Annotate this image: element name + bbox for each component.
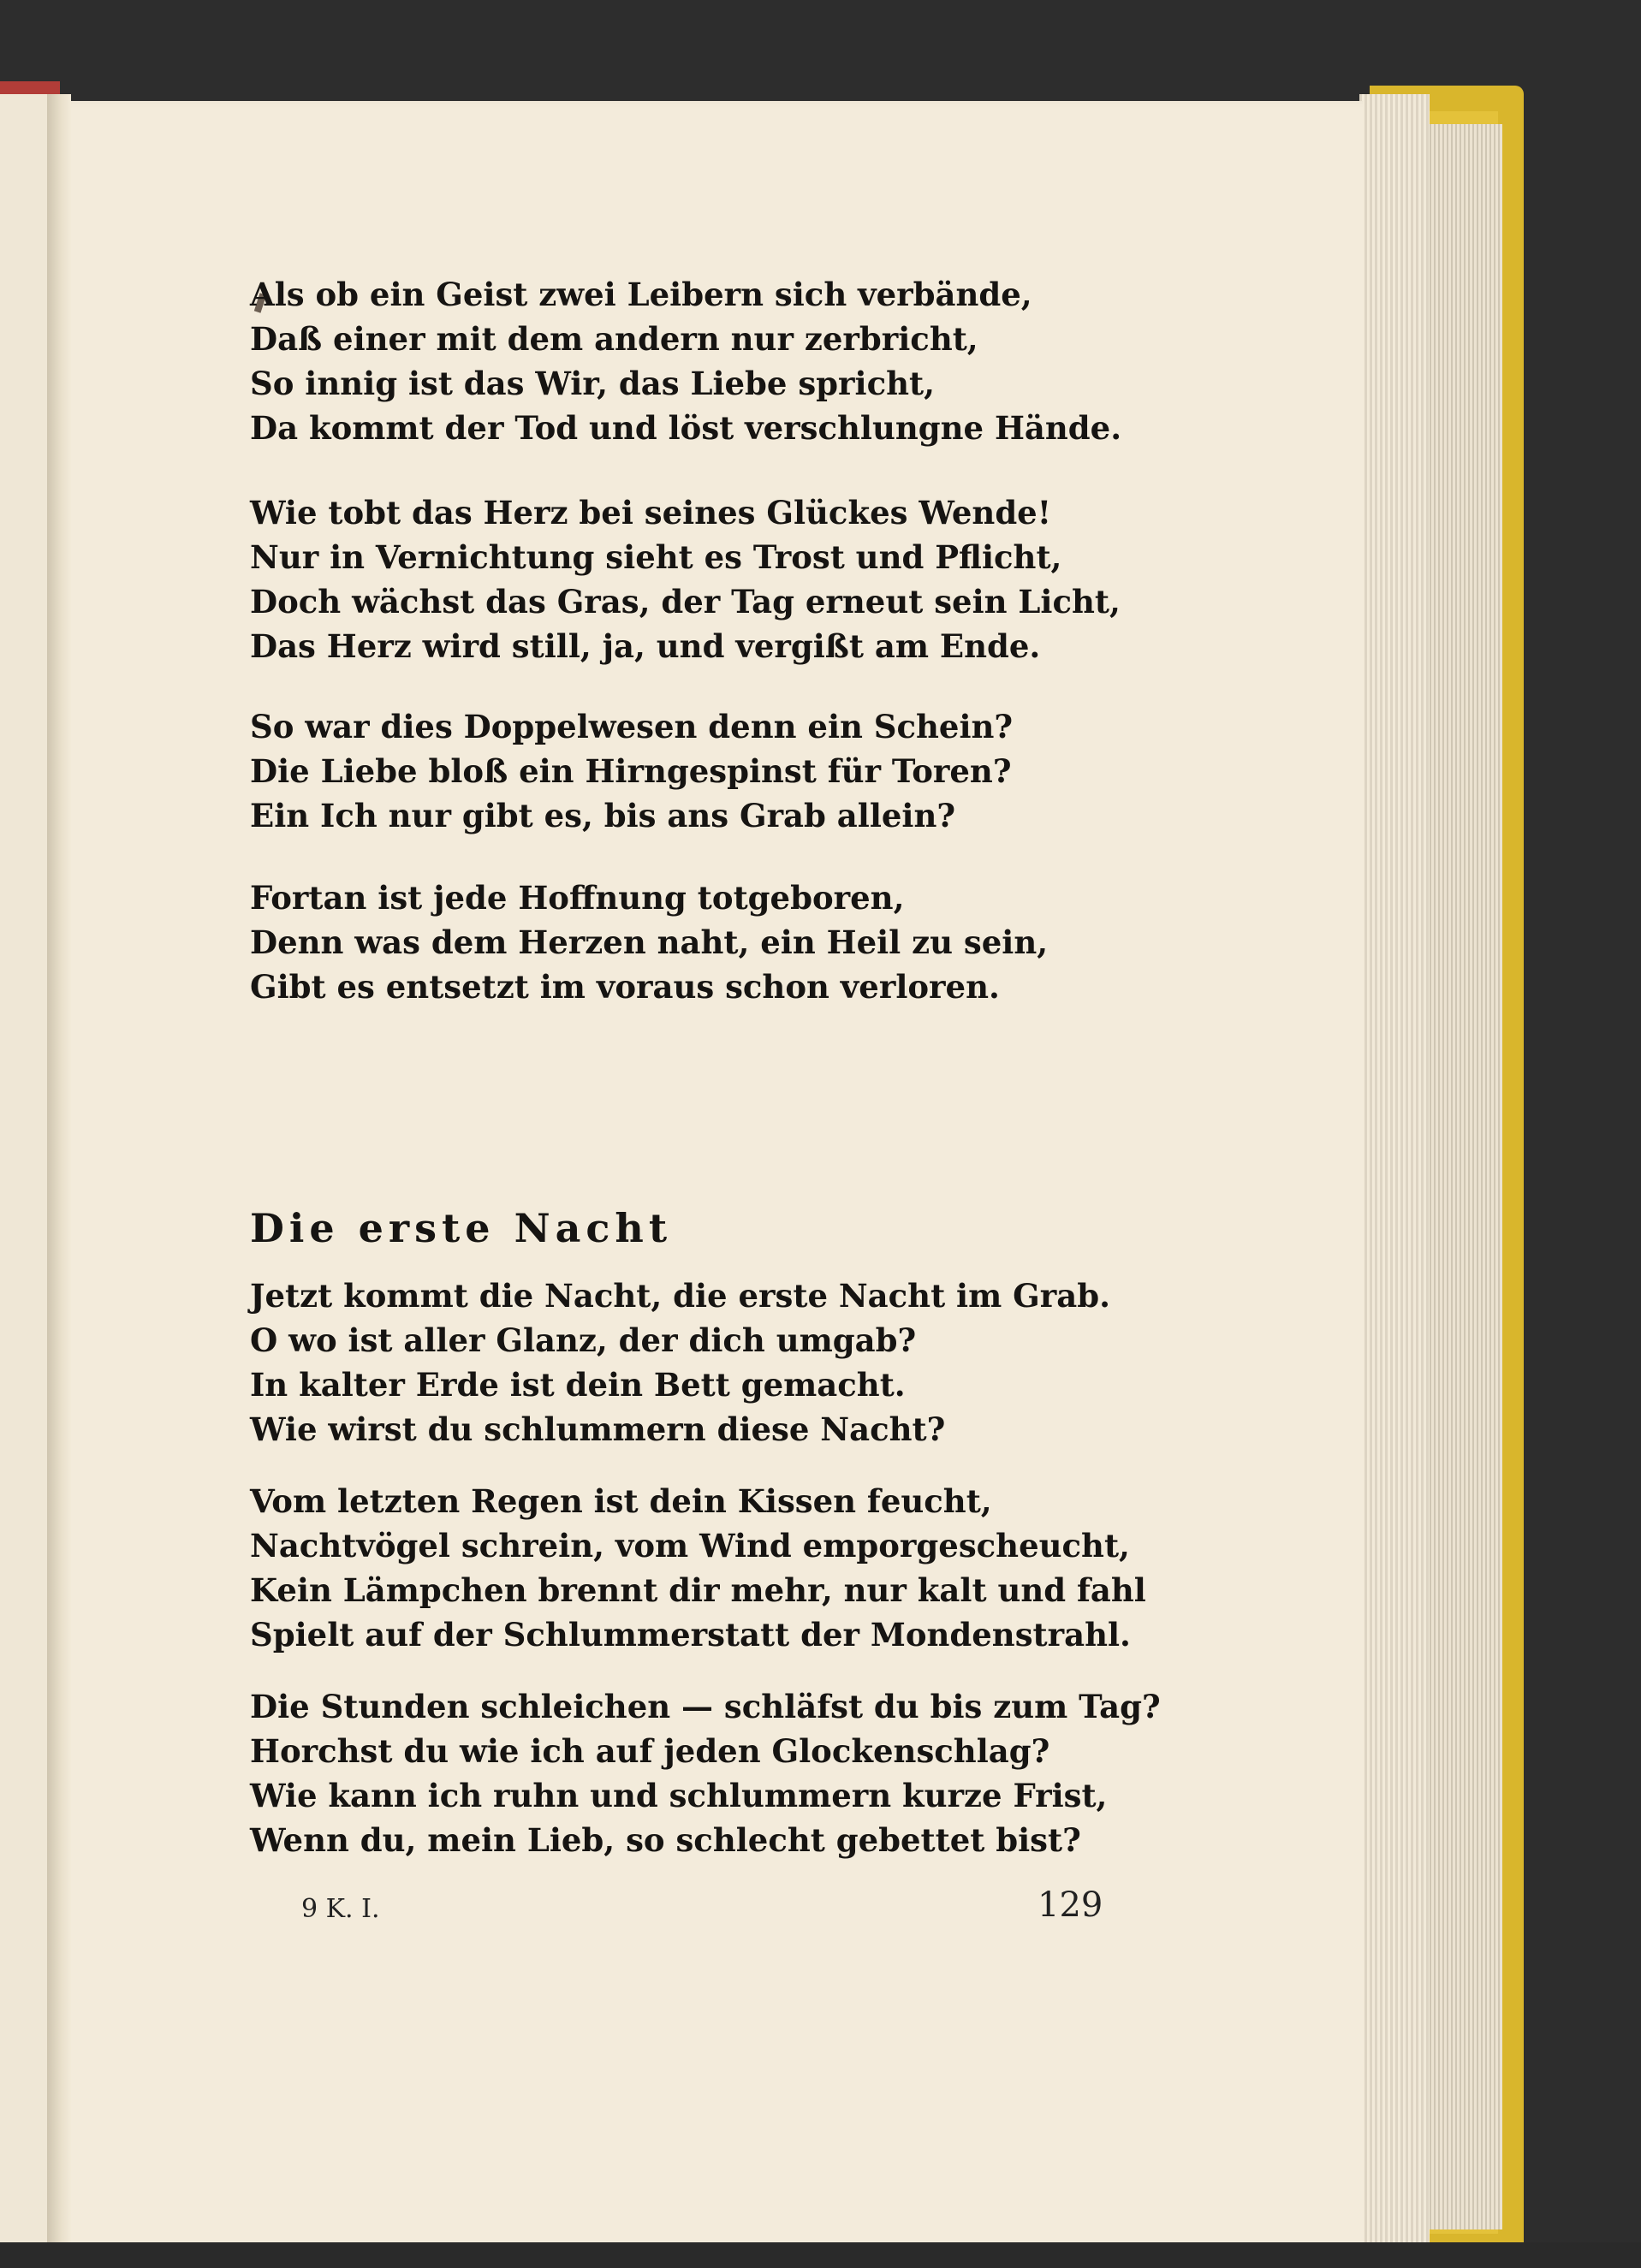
verse-line: Da kommt der Tod und löst verschlungne Hände.	[250, 409, 1122, 447]
poem-title: Die erste Nacht	[250, 1205, 673, 1251]
verse-line: Denn was dem Herzen naht, ein Heil zu sein,	[250, 923, 1049, 961]
page-stack-outer	[1425, 124, 1502, 2229]
book-page	[53, 101, 1363, 2258]
verse-line: Fortan ist jede Hoffnung totgeboren,	[250, 879, 905, 917]
stanza	[250, 1684, 1161, 1862]
verse-line: Nachtvögel schrein, vom Wind emporgescheucht,	[250, 1527, 1130, 1564]
verse-line: Kein Lämpchen brennt dir mehr, nur kalt und fahl	[250, 1571, 1146, 1609]
verse-line: Nur in Vernichtung sieht es Trost und Pflicht,	[250, 538, 1062, 576]
stanza	[250, 272, 1121, 450]
stanza	[250, 490, 1121, 668]
verse-line: Wenn du, mein Lieb, so schlecht gebettet bist?	[250, 1821, 1081, 1859]
stanza	[250, 704, 1013, 838]
verse-line: Jetzt kommt die Nacht, die erste Nacht im Grab.	[250, 1277, 1110, 1315]
verse-line: In kalter Erde ist dein Bett gemacht.	[250, 1366, 906, 1404]
verse-line: Ein Ich nur gibt es, bis ans Grab allein?	[250, 797, 956, 834]
verse-line: Horchst du wie ich auf jeden Glockenschlag?	[250, 1732, 1050, 1770]
verse-line: Das Herz wird still, ja, und vergißt am Ende.	[250, 627, 1041, 665]
signature-mark: 9 K. I.	[301, 1894, 380, 1924]
verse-line: Spielt auf der Schlummerstatt der Mondenstrahl.	[250, 1616, 1131, 1654]
verse-line: Daß einer mit dem andern nur zerbricht,	[250, 320, 978, 358]
stanza	[250, 876, 1048, 1009]
verse-line: So innig ist das Wir, das Liebe spricht,	[250, 365, 935, 402]
verse-line: O wo ist aller Glanz, der dich umgab?	[250, 1321, 917, 1359]
verse-line: Wie tobt das Herz bei seines Glückes Wende!	[250, 494, 1051, 531]
verse-line: Vom letzten Regen ist dein Kissen feucht,	[250, 1482, 992, 1520]
stanza	[250, 1479, 1146, 1657]
stanza	[250, 1274, 1110, 1452]
verse-line: Wie wirst du schlummern diese Nacht?	[250, 1410, 946, 1448]
page-number: 129	[1038, 1885, 1103, 1925]
book-gutter	[47, 94, 71, 2251]
verse-line: Doch wächst das Gras, der Tag erneut sein Licht,	[250, 583, 1121, 620]
verse-line: So war dies Doppelwesen denn ein Schein?	[250, 708, 1014, 745]
bottom-shadow	[0, 2242, 1641, 2268]
verse-line: Als ob ein Geist zwei Leibern sich verbände,	[250, 276, 1032, 313]
verse-line: Die Liebe bloß ein Hirngespinst für Toren?	[250, 752, 1012, 790]
verse-line: Die Stunden schleichen — schläfst du bis zum Tag?	[250, 1688, 1161, 1725]
verse-line: Gibt es entsetzt im voraus schon verloren.	[250, 968, 1000, 1006]
verse-line: Wie kann ich ruhn und schlummern kurze Frist,	[250, 1777, 1108, 1814]
